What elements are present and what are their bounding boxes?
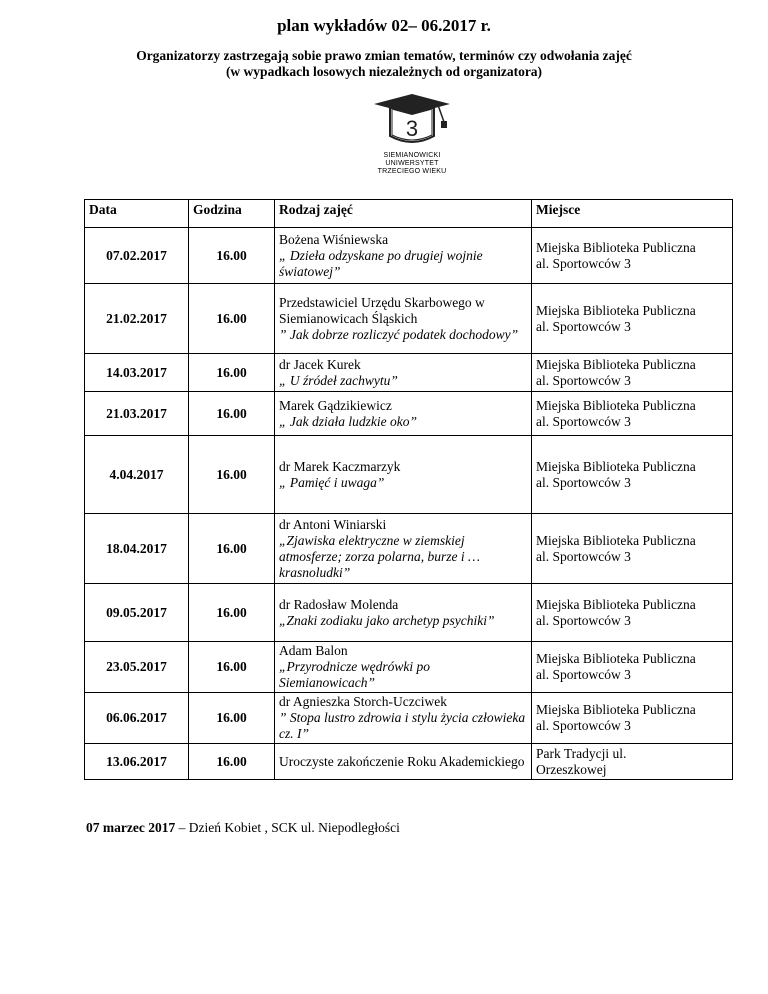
cell-place	[532, 584, 733, 642]
header-hour: Godzina	[189, 200, 275, 228]
cell-topic	[275, 584, 532, 642]
cell-speaker: Marek Gądzikiewicz	[279, 397, 392, 413]
cell-place	[532, 392, 733, 436]
cell-hour: 16.00	[189, 642, 275, 693]
logo-text-line-3: TRZECIEGO WIEKU	[377, 168, 447, 175]
cell-place	[532, 642, 733, 693]
table-row	[85, 693, 733, 744]
cell-place	[532, 744, 733, 780]
cell-topic	[275, 514, 532, 584]
cell-lecture-title: ” Stopa lustro zdrowia i stylu życia człowieka cz. I”	[279, 710, 526, 741]
cell-hour: 16.00	[189, 514, 275, 584]
cell-date: 4.04.2017	[85, 436, 189, 514]
cell-topic	[275, 354, 532, 392]
cell-date: 13.06.2017	[85, 744, 189, 780]
cell-place-line-2: al. Sportowców 3	[536, 413, 631, 429]
cell-lecture-title: „ Jak działa ludzkie oko”	[279, 413, 417, 429]
cell-hour: 16.00	[189, 436, 275, 514]
table-row	[85, 514, 733, 584]
cell-place-line-1: Miejska Biblioteka Publiczna	[536, 702, 696, 717]
cell-place-line-1: Miejska Biblioteka Publiczna	[536, 397, 696, 413]
cell-speaker: Uroczyste zakończenie Roku Akademickiego	[279, 753, 525, 769]
cell-lecture-title: „ U źródeł zachwytu”	[279, 372, 398, 388]
page-title: plan wykładów 02– 06.2017 r.	[277, 16, 491, 35]
graduation-cap-icon	[368, 92, 456, 150]
cell-topic	[275, 693, 532, 744]
cell-place-line-2: Orzeszkowej	[536, 761, 607, 777]
cell-date: 21.02.2017	[85, 284, 189, 354]
cell-speaker: dr Jacek Kurek	[279, 356, 361, 372]
footer-note	[86, 820, 400, 836]
table-row	[85, 392, 733, 436]
cell-place-line-1: Miejska Biblioteka Publiczna	[536, 302, 696, 318]
cell-place-line-2: al. Sportowców 3	[536, 548, 631, 564]
cell-speaker: dr Marek Kaczmarzyk	[279, 458, 401, 474]
cell-date: 09.05.2017	[85, 584, 189, 642]
cell-place-line-1: Miejska Biblioteka Publiczna	[536, 239, 696, 255]
cell-topic	[275, 744, 532, 780]
cell-place-line-2: al. Sportowców 3	[536, 255, 631, 271]
cell-topic	[275, 284, 532, 354]
logo-text-line-2: UNIWERSYTET	[385, 160, 439, 167]
cell-hour: 16.00	[189, 693, 275, 744]
cell-topic	[275, 228, 532, 284]
cell-place	[532, 693, 733, 744]
disclaimer-line-1: Organizatorzy zastrzegają sobie prawo zmian tematów, terminów czy odwołania zajęć	[136, 48, 632, 63]
footer-date: 07 marzec 2017	[86, 820, 176, 835]
cell-place	[532, 228, 733, 284]
cell-place	[532, 354, 733, 392]
header-topic: Rodzaj zajęć	[275, 200, 532, 228]
cell-place-line-1: Park Tradycji ul.	[536, 745, 627, 761]
cell-speaker: dr Agnieszka Storch-Uczciwek	[279, 694, 447, 709]
cell-place-line-1: Miejska Biblioteka Publiczna	[536, 532, 696, 548]
cell-place-line-2: al. Sportowców 3	[536, 718, 631, 733]
table-row	[85, 584, 733, 642]
cell-hour: 16.00	[189, 228, 275, 284]
table-row	[85, 354, 733, 392]
cell-hour: 16.00	[189, 584, 275, 642]
cell-speaker: dr Antoni Winiarski	[279, 516, 387, 532]
cell-place	[532, 284, 733, 354]
cell-lecture-title: „ Pamięć i uwaga”	[279, 474, 385, 490]
logo-numeral: 3	[405, 116, 419, 141]
table-row	[85, 284, 733, 354]
cell-place-line-1: Miejska Biblioteka Publiczna	[536, 596, 696, 612]
cell-hour: 16.00	[189, 284, 275, 354]
cell-date: 23.05.2017	[85, 642, 189, 693]
cell-speaker: Bożena Wiśniewska	[279, 231, 389, 247]
cell-date: 14.03.2017	[85, 354, 189, 392]
table-row	[85, 436, 733, 514]
header-place: Miejsce	[532, 200, 733, 228]
cell-place	[532, 514, 733, 584]
cell-place-line-1: Miejska Biblioteka Publiczna	[536, 356, 696, 372]
cell-speaker: dr Radosław Molenda	[279, 596, 399, 612]
logo-text-line-1: SIEMIANOWICKI	[383, 152, 441, 159]
cell-place-line-2: al. Sportowców 3	[536, 372, 631, 388]
cell-lecture-title: „Zjawiska elektryczne w ziemskiej atmosferze; zorza polarna, burze i …krasnoludki”	[279, 532, 481, 580]
disclaimer-line-2: (w wypadkach losowych niezależnych od organizatora)	[225, 64, 543, 79]
cell-place-line-1: Miejska Biblioteka Publiczna	[536, 651, 696, 666]
cell-place	[532, 436, 733, 514]
cell-speaker: Adam Balon	[279, 643, 348, 658]
cell-lecture-title: „Znaki zodiaku jako archetyp psychiki”	[279, 612, 495, 628]
cell-date: 18.04.2017	[85, 514, 189, 584]
footer-text: – Dzień Kobiet , SCK ul. Niepodległości	[175, 820, 400, 835]
cell-place-line-2: al. Sportowców 3	[536, 474, 631, 490]
cell-topic	[275, 392, 532, 436]
cell-lecture-title: „Przyrodnicze wędrówki po Siemianowicach”	[279, 659, 430, 690]
cell-place-line-2: al. Sportowców 3	[536, 612, 631, 628]
cell-lecture-title: ” Jak dobrze rozliczyć podatek dochodowy”	[279, 326, 519, 342]
cell-place-line-2: al. Sportowców 3	[536, 667, 631, 682]
table-row	[85, 228, 733, 284]
cell-hour: 16.00	[189, 392, 275, 436]
table-row	[85, 744, 733, 780]
cell-speaker: Przedstawiciel Urzędu Skarbowego w Siemianowicach Śląskich	[279, 294, 485, 326]
lecture-schedule-table	[84, 199, 733, 780]
cell-hour: 16.00	[189, 744, 275, 780]
university-logo	[368, 92, 456, 182]
cell-place-line-2: al. Sportowców 3	[536, 318, 631, 334]
cell-topic	[275, 642, 532, 693]
table-header-row	[85, 200, 733, 228]
cell-hour: 16.00	[189, 354, 275, 392]
cell-date: 07.02.2017	[85, 228, 189, 284]
cell-topic	[275, 436, 532, 514]
cell-place-line-1: Miejska Biblioteka Publiczna	[536, 458, 696, 474]
table-row	[85, 642, 733, 693]
cell-lecture-title: „ Dzieła odzyskane po drugiej wojnie światowej”	[279, 247, 483, 279]
cell-date: 21.03.2017	[85, 392, 189, 436]
cell-date: 06.06.2017	[85, 693, 189, 744]
header-date: Data	[85, 200, 189, 228]
